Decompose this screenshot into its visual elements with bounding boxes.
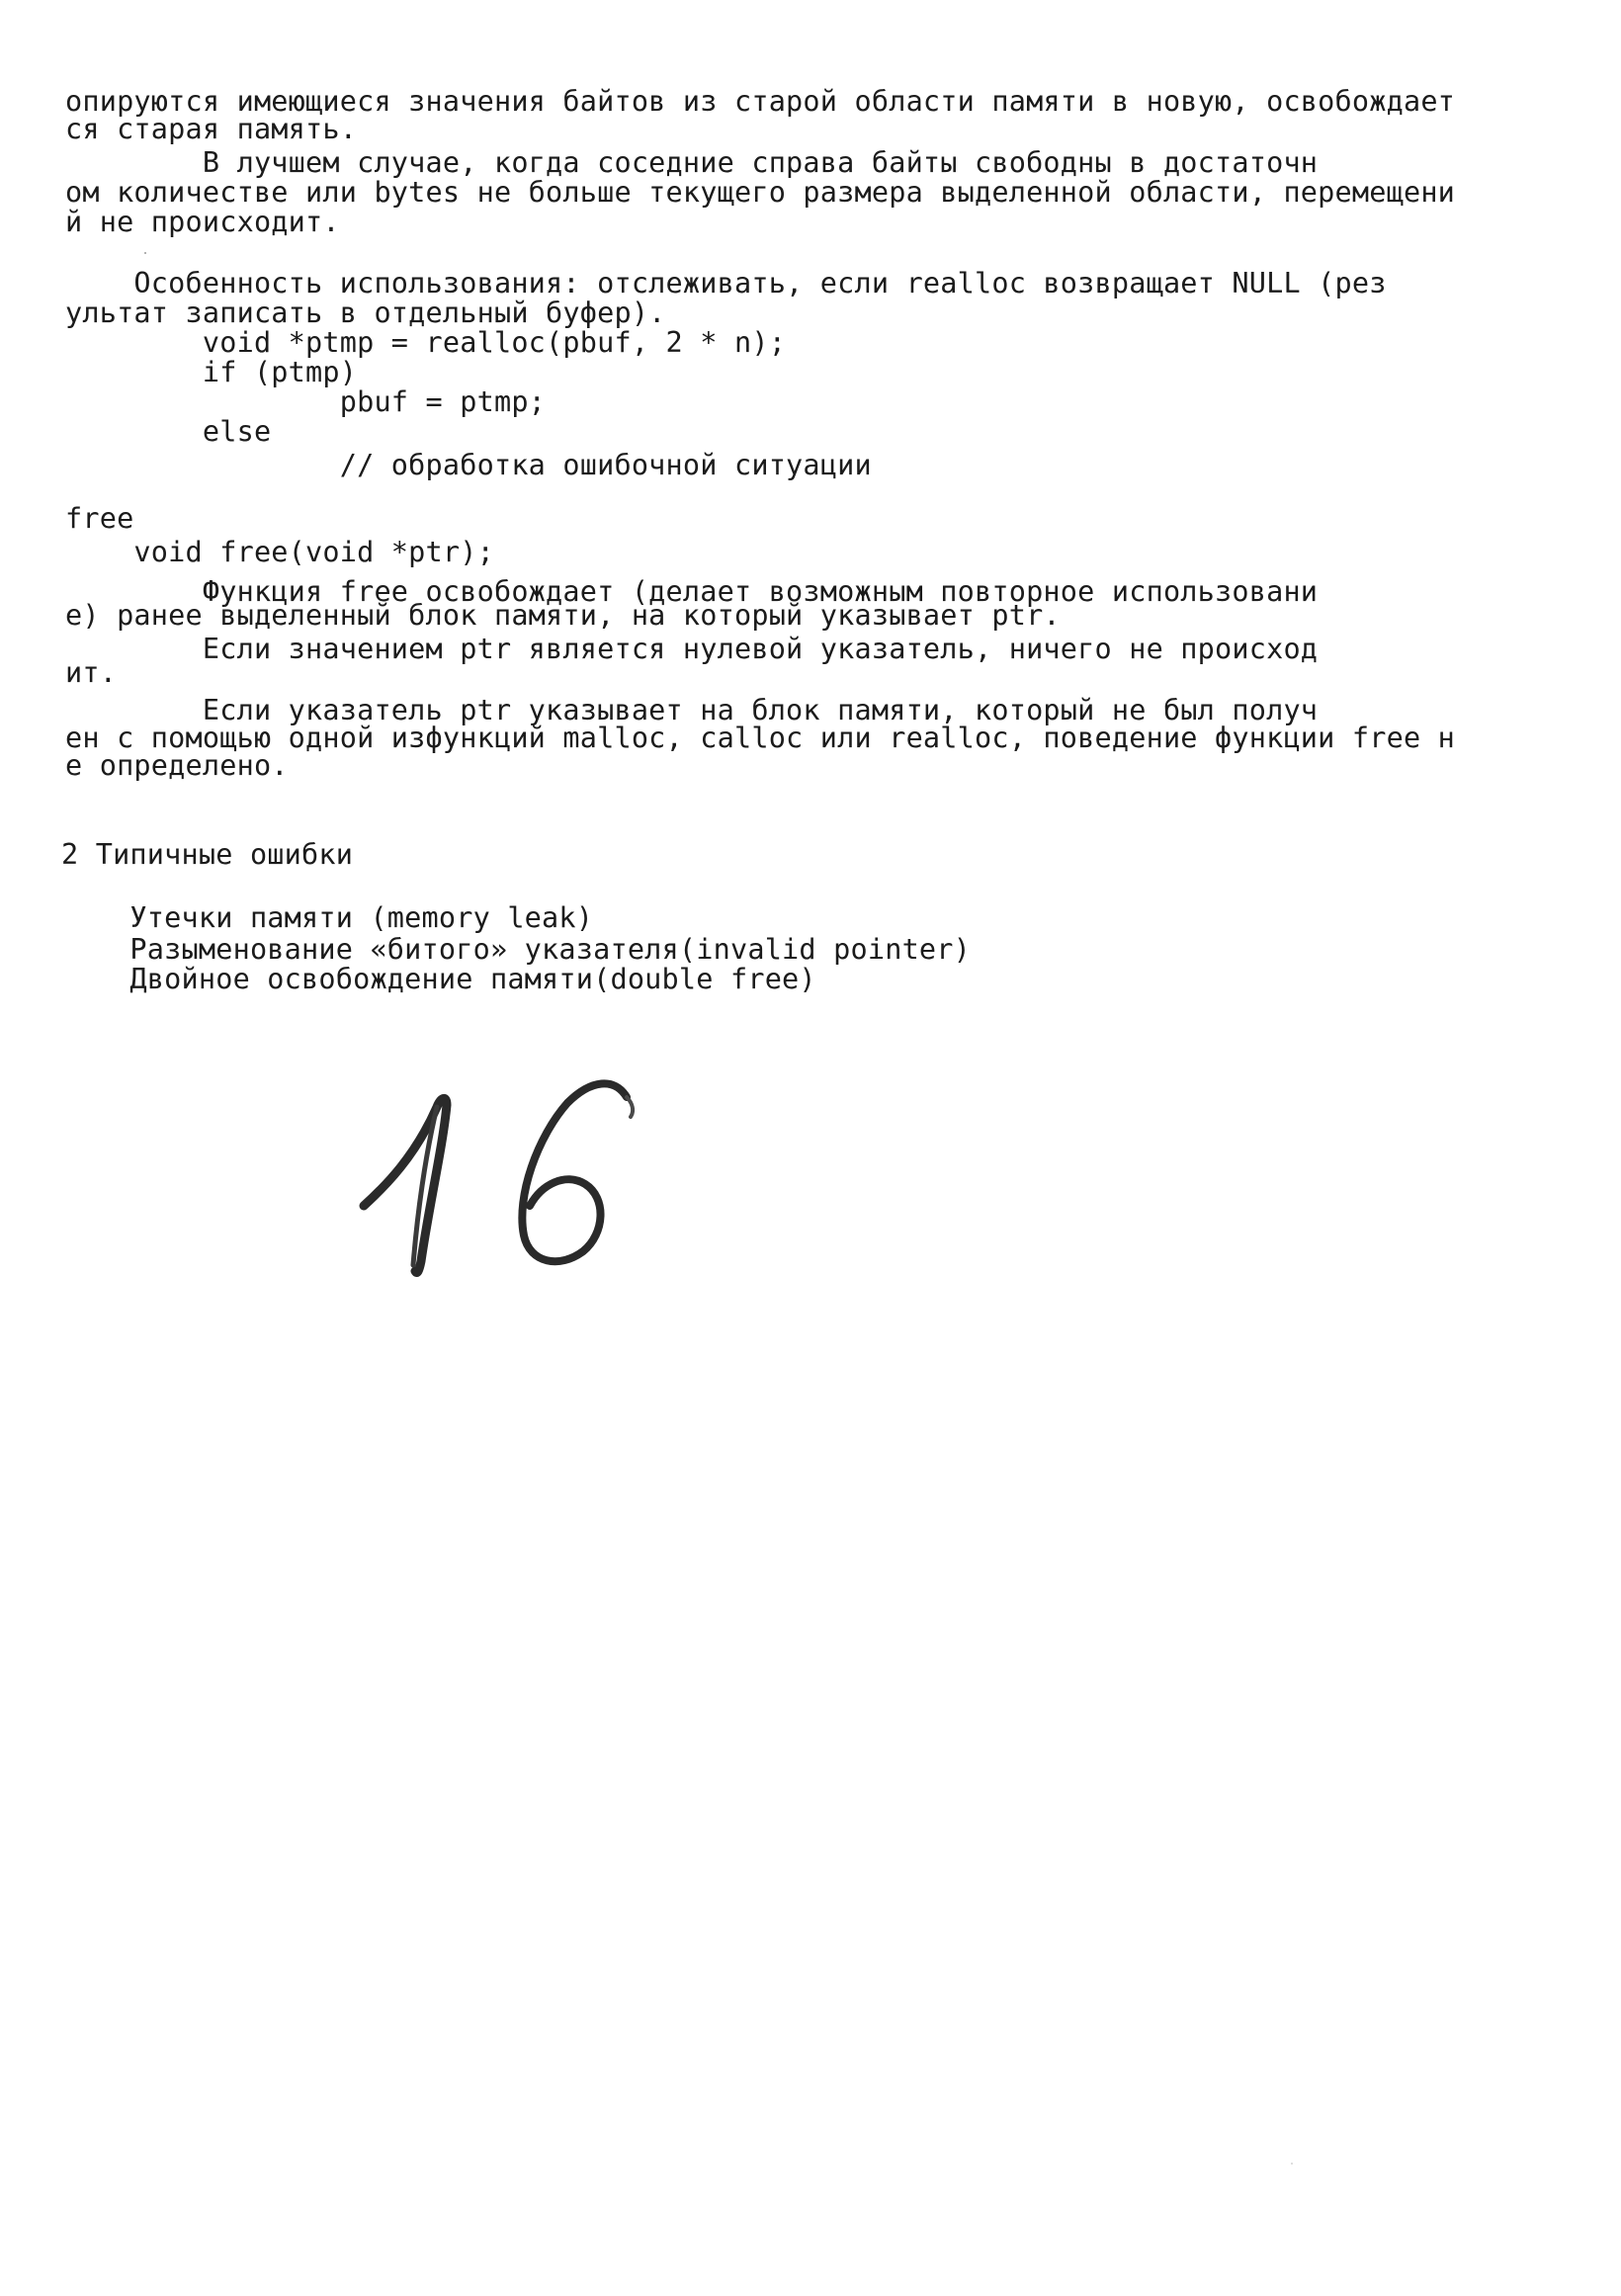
free-desc-line-7: е определено. [65, 749, 289, 782]
code-line-1: void *ptmp = realloc(pbuf, 2 * n); [65, 326, 787, 359]
free-signature: void free(void *ptr); [65, 536, 494, 568]
error-item-memory-leak: Утечки памяти (memory leak) [61, 901, 594, 934]
error-item-invalid-pointer: Разыменование «битого» указателя(invalid pointer) [61, 933, 971, 966]
text-line-best-case-2: ом количестве или bytes не больше текущего размера выделенной области, перемещени [65, 176, 1456, 209]
free-heading: free [65, 502, 134, 535]
section-title: 2 Типичные ошибки [61, 838, 354, 871]
code-line-2: if (ptmp) [65, 356, 358, 388]
text-line-realloc-2: ся старая память. [65, 113, 358, 145]
scan-speck [1291, 2163, 1293, 2165]
free-desc-line-3: Если значением ptr является нулевой указатель, ничего не происход [65, 633, 1319, 665]
code-line-3: pbuf = ptmp; [65, 385, 547, 418]
text-line-usage-2: ультат записать в отдельный буфер). [65, 297, 666, 329]
scan-speck [144, 252, 146, 254]
free-desc-line-4: ит. [65, 656, 118, 689]
free-desc-line-1: Функция free освобождает (делает возможным повторное использовани [65, 575, 1319, 608]
code-line-4: else [65, 415, 272, 448]
code-line-5: // обработка ошибочной ситуации [65, 449, 872, 481]
free-desc-line-5: Если указатель ptr указывает на блок памяти, который не был получ [65, 694, 1319, 726]
text-line-best-case-1: В лучшем случае, когда соседние справа байты свободны в достаточн [65, 146, 1319, 179]
text-line-realloc-1: опируются имеющиеся значения байтов из старой области памяти в новую, освобождает [65, 85, 1456, 118]
free-desc-line-2: е) ранее выделенный блок памяти, на который указывает ptr. [65, 599, 1061, 632]
handwritten-page-number [356, 1067, 652, 1305]
text-line-usage-1: Особенность использования: отслеживать, если realloc возвращает NULL (рез [65, 267, 1387, 299]
text-line-best-case-3: й не происходит. [65, 206, 340, 238]
error-item-double-free: Двойное освобождение памяти(double free) [61, 963, 816, 995]
free-desc-line-6: ен с помощью одной изфункций malloc, calloc или realloc, поведение функции free н [65, 722, 1456, 754]
